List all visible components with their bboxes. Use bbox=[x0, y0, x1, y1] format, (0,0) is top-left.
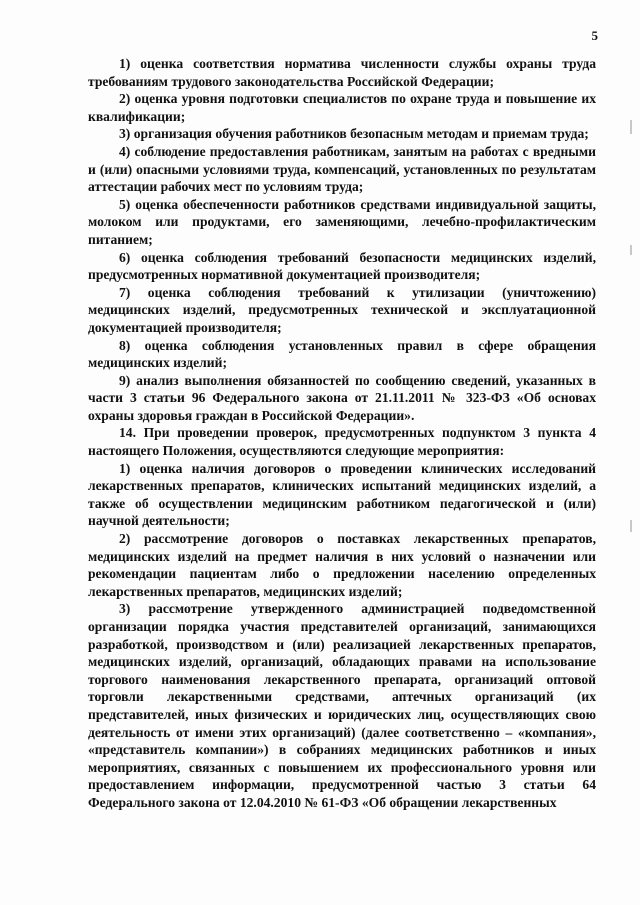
list-item-6-device-safety: 6) оценка соблюдения требований безопасности медицинских изделий, предусмотренных нормативной документацией производителя; bbox=[88, 249, 596, 283]
list-item-8-circulation: 8) оценка соблюдения установленных правил в сфере обращения медицинских изделий; bbox=[88, 337, 596, 371]
section-14-heading: 14. При проведении проверок, предусмотренных подпунктом 3 пункта 4 настоящего Положения, осуществляются следующие мероприятия: bbox=[88, 425, 596, 459]
document-body bbox=[88, 55, 596, 812]
list-item-3-training: 3) организация обучения работников безопасным методам и приемам труда; bbox=[119, 126, 589, 142]
scan-artifact bbox=[630, 245, 632, 255]
list-item-2-specialists: 2) оценка уровня подготовки специалистов по охране труда и повышение их квалификации; bbox=[88, 91, 596, 124]
list-item-5-protection: 5) оценка обеспеченности работников средствами индивидуальной защиты, молоком или продуктами, его заменяющими, лечебно-профилактическим питанием; bbox=[88, 196, 596, 247]
page-number: 5 bbox=[591, 28, 598, 43]
list-item-9-reporting: 9) анализ выполнения обязанностей по сообщению сведений, указанных в части 3 статьи 96 Федерального закона от 21.11.2011 № 323-ФЗ «Об основах охраны здоровья граждан в Российской Федерации». bbox=[88, 372, 596, 423]
scan-artifact bbox=[630, 520, 632, 532]
scan-artifact bbox=[630, 120, 632, 134]
list-item-14-1-contracts: 1) оценка наличия договоров о проведении клинических исследований лекарственных препаратов, клинических испытаний медицинских изделий, а также об осуществлении медицинским работником педагогической и (или) научной деятельности; bbox=[88, 460, 596, 529]
list-item-4-compensation: 4) соблюдение предоставления работникам, занятым на работах с вредными и (или) опасными условиями труда, компенсаций, установленных по результатам аттестации рабочих мест по условиям труда; bbox=[88, 143, 596, 195]
list-item-1-labor-norm: 1) оценка соответствия норматива численности службы охраны труда требованиям трудового законодательства Российской Федерации; bbox=[88, 56, 596, 89]
list-item-14-3-procedure: 3) рассмотрение утвержденного администрацией подведомственной организации порядка участия представителей организаций, занимающихся разработкой, производством и (или) реализацией лекарственных препаратов, медицинских изделий, организаций, обладающих правами на использование торгового наименования лекарственного препарата, организаций оптовой торговли лекарственными средствами, аптечных организаций (их представителей, иных физических и юридических лиц, осуществляющих свою деятельность от имени этих организаций) (далее соответственно – «компания», «представитель компании») в собраниях медицинских работников и иных мероприятиях, связанных с повышением их профессионального уровня или предоставлением информации, предусмотренной частью 3 статьи 64 Федерального закона от 12.04.2010 № 61-ФЗ «Об обращении лекарственных bbox=[88, 601, 596, 810]
list-item-14-2-supply: 2) рассмотрение договоров о поставках лекарственных препаратов, медицинских изделий на предмет наличия в них условий о назначении или рекомендации пациентам либо о предложении населению определенных лекарственных препаратов, медицинских изделий; bbox=[88, 531, 596, 599]
list-item-7-disposal: 7) оценка соблюдения требований к утилизации (уничтожению) медицинских изделий, предусмотренных технической и эксплуатационной документацией производителя; bbox=[88, 284, 596, 335]
